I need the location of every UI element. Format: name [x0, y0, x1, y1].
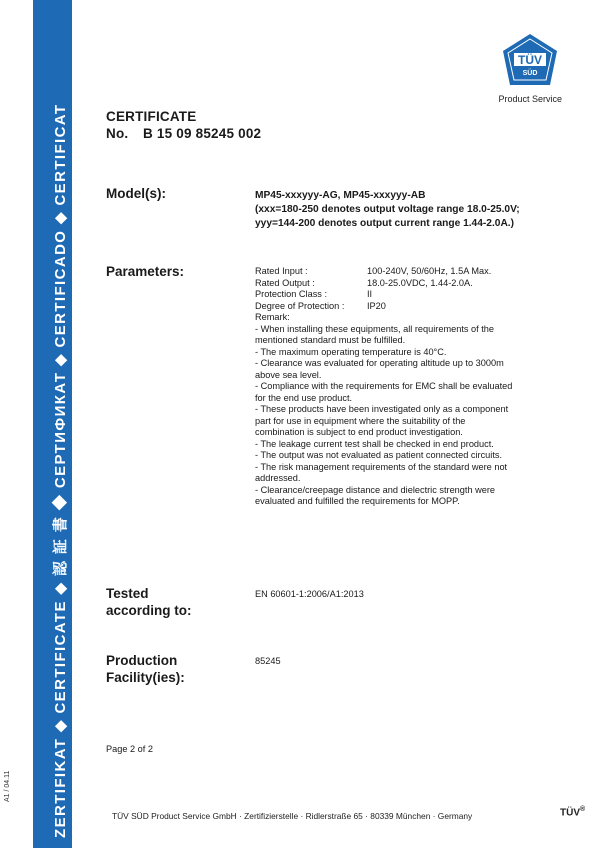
page-number: Page 2 of 2 — [106, 744, 153, 754]
remark-item: - The leakage current test shall be checked in end product. — [255, 438, 494, 449]
parameter-row — [255, 266, 515, 278]
production-label-line: Production — [106, 653, 178, 668]
remark-item: - When installing these equipments, all requirements of the mentioned standard must be fulfilled. — [255, 323, 495, 345]
model-line: MP45-xxxyyy-AG, MP45-xxxyyy-AB — [255, 190, 426, 201]
parameter-row — [255, 278, 515, 290]
model-line: (xxx=180-250 denotes output voltage range 18.0-25.0V; — [255, 204, 520, 215]
certificate-title: CERTIFICATE — [106, 109, 197, 124]
remark-item: - Compliance with the requirements for EMC shall be evaluated for the end use product. — [255, 381, 513, 403]
footer-logo-text: TÜV — [560, 807, 580, 819]
remark-item: - Clearance was evaluated for operating altitude up to 3000m above sea level. — [255, 358, 504, 380]
remark-label: Remark: — [255, 312, 290, 322]
parameter-label: Degree of Protection : — [255, 300, 345, 311]
certificate-band-text: ZERTIFIKAT ◆ CERTIFICATE ◆ 認 証 書 ◆ СЕРТИФИКАТ ◆ CERTIFICADO ◆ CERTIFICAT — [52, 103, 69, 838]
model-line: yyy=144-200 denotes output current range 1.44-2.0A.) — [255, 218, 515, 229]
parameter-label: Protection Class : — [255, 289, 327, 299]
tested-label-line: according to: — [106, 603, 192, 618]
models-value — [255, 189, 520, 231]
certificate-number — [106, 126, 261, 141]
remark-item: - The maximum operating temperature is 40°C. — [255, 346, 447, 357]
parameter-row — [255, 301, 515, 313]
models-label: Model(s): — [106, 186, 166, 201]
footer-logo — [560, 806, 585, 818]
form-code: A1 / 04.11 — [4, 770, 11, 802]
parameter-value: 100-240V, 50/60Hz, 1.5A Max. — [367, 266, 492, 276]
logo-subtext: SÜD — [522, 70, 538, 77]
production-facility: 85245 — [255, 656, 281, 666]
remark-item: - Clearance/creepage distance and dielectric strength were evaluated and fulfilled the requirements for MOPP. — [255, 484, 496, 506]
parameter-value: II — [367, 289, 373, 299]
certificate-side-band — [33, 0, 72, 848]
parameters-block — [255, 266, 515, 508]
registered-mark: ® — [580, 806, 586, 813]
certificate-number-value: B 15 09 85245 002 — [143, 126, 262, 141]
production-label-line: Facility(ies): — [106, 670, 185, 685]
parameter-label: Rated Output : — [255, 277, 315, 288]
parameter-label: Rated Input : — [255, 266, 308, 276]
parameters-label: Parameters: — [106, 264, 185, 279]
remark-item: - These products have been investigated only as a component part for use in equipment where the suitability of the combination is subject to end product investigation. — [255, 404, 509, 437]
tested-label-line: Tested — [106, 586, 149, 601]
remarks-list — [255, 324, 515, 508]
product-service-label: Product Service — [498, 94, 562, 104]
footer-address: TÜV SÜD Product Service GmbH · Zertifizierstelle · Ridlerstraße 65 · 80339 München · Germany — [112, 811, 473, 821]
remark-item: - The risk management requirements of the standard were not addressed. — [255, 461, 508, 483]
certificate-number-label: No. — [106, 126, 129, 141]
tested-label — [106, 585, 192, 619]
remark-item: - The output was not evaluated as patient connected circuits. — [255, 450, 503, 460]
tuv-sud-logo-icon — [500, 33, 560, 91]
production-label — [106, 652, 185, 686]
parameter-value: 18.0-25.0VDC, 1.44-2.0A. — [367, 277, 473, 288]
parameter-row — [255, 289, 515, 301]
tested-standard: EN 60601-1:2006/A1:2013 — [255, 589, 364, 599]
parameter-value: IP20 — [367, 300, 386, 311]
logo-text: TÜV — [518, 53, 542, 67]
